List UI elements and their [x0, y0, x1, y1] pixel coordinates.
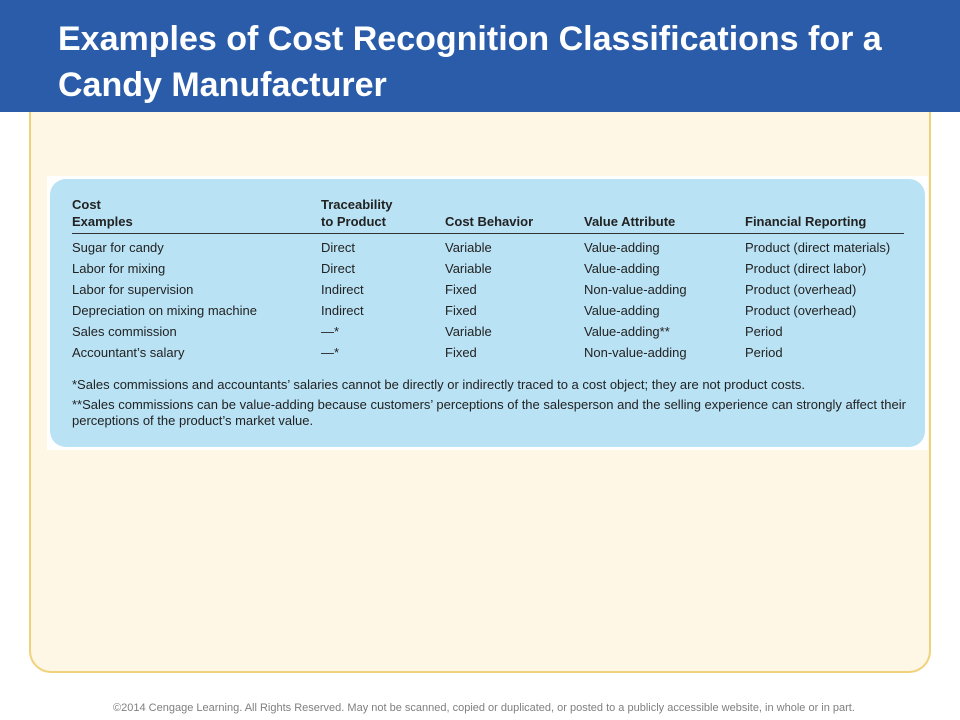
cost-classification-table-panel	[50, 179, 925, 447]
cell-financial-reporting: Period	[745, 324, 783, 339]
column-header-cost-behavior: Cost Behavior	[445, 196, 584, 234]
cell-traceability: Direct	[321, 240, 355, 255]
column-header-cost-examples: Cost Examples	[72, 196, 321, 234]
cell-traceability: Direct	[321, 261, 355, 276]
cell-cost-behavior: Variable	[445, 324, 492, 339]
cell-traceability: —*	[321, 324, 340, 339]
cell-traceability: —*	[321, 345, 340, 360]
cell-cost-example: Sugar for candy	[72, 240, 164, 255]
slide-title: Examples of Cost Recognition Classifications for a Candy Manufacturer	[58, 20, 882, 104]
cell-cost-behavior: Fixed	[445, 303, 477, 318]
table-header-row	[72, 196, 904, 234]
table-row	[72, 258, 904, 279]
cell-financial-reporting: Product (direct labor)	[745, 261, 867, 276]
column-header-traceability: Traceability to Product	[321, 196, 445, 234]
cell-cost-behavior: Variable	[445, 240, 492, 255]
cell-value-attribute: Value-adding**	[584, 324, 670, 339]
cell-value-attribute: Value-adding	[584, 303, 660, 318]
cell-financial-reporting: Product (direct materials)	[745, 240, 891, 255]
cell-financial-reporting: Product (overhead)	[745, 282, 857, 297]
header-bar	[0, 0, 960, 112]
cost-classification-table	[72, 196, 904, 363]
table-row	[72, 300, 904, 321]
cell-traceability: Indirect	[321, 303, 364, 318]
cell-value-attribute: Non-value-adding	[584, 282, 687, 297]
table-row	[72, 279, 904, 300]
cell-cost-example: Labor for supervision	[72, 282, 194, 297]
cell-value-attribute: Value-adding	[584, 261, 660, 276]
cell-financial-reporting: Period	[745, 345, 783, 360]
cell-cost-behavior: Fixed	[445, 282, 477, 297]
cell-value-attribute: Value-adding	[584, 240, 660, 255]
table-footnotes	[72, 377, 912, 429]
column-header-financial-reporting: Financial Reporting	[745, 196, 904, 234]
cell-cost-example: Labor for mixing	[72, 261, 166, 276]
footnote-single-asterisk: *Sales commissions and accountants’ salaries cannot be directly or indirectly traced to a cost object; they are not product costs.	[72, 377, 805, 392]
column-header-value-attribute: Value Attribute	[584, 196, 745, 234]
cell-cost-behavior: Variable	[445, 261, 492, 276]
table-row	[72, 342, 904, 363]
cell-cost-example: Depreciation on mixing machine	[72, 303, 257, 318]
footnote-double-asterisk: **Sales commissions can be value-adding because customers’ perceptions of the salesperson and the selling experience can strongly affect their perceptions of the product’s market value.	[72, 397, 906, 428]
table-row	[72, 234, 904, 259]
cell-cost-example: Accountant’s salary	[72, 345, 185, 360]
copyright-notice: ©2014 Cengage Learning. All Rights Reserved. May not be scanned, copied or duplicated, or posted to a publicly accessible website, in whole or in part.	[113, 702, 855, 714]
table-row	[72, 321, 904, 342]
cell-cost-behavior: Fixed	[445, 345, 477, 360]
cell-traceability: Indirect	[321, 282, 364, 297]
cell-cost-example: Sales commission	[72, 324, 177, 339]
cell-value-attribute: Non-value-adding	[584, 345, 687, 360]
cell-financial-reporting: Product (overhead)	[745, 303, 857, 318]
